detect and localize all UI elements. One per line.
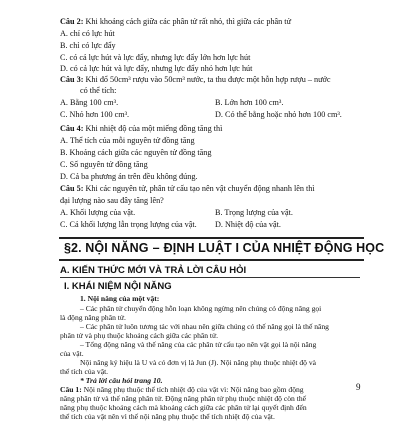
heading-underline xyxy=(60,277,360,278)
answer-1-line-2: năng phân tử và thế năng phân tử. Động năng phân tử phụ thuộc nhiệt độ còn thế xyxy=(60,394,307,403)
paragraph-1-line-1: – Các phân tử chuyển động hỗn loạn không ngừng nên chúng có động năng gọi xyxy=(80,304,322,313)
section-dash: – xyxy=(152,241,160,255)
paragraph-1-line-2: là động năng phân tử. xyxy=(60,313,126,322)
section-title xyxy=(64,240,385,256)
option-a: A. chỉ có lực hút xyxy=(60,29,115,38)
option-a: A. Khối lượng của vật. xyxy=(60,208,136,217)
question-label: Câu 4: xyxy=(60,124,84,133)
option-b: B. Khoảng cách giữa các nguyên tử đồng tăng xyxy=(60,148,212,157)
question-text: Khi nhiệt độ của một miếng đồng tăng thì xyxy=(85,124,223,133)
question-3 xyxy=(60,75,330,85)
heading-a: A. KIẾN THỨC MỚI VÀ TRẢ LỜI CÂU HỎI xyxy=(60,265,247,276)
option-c: C. có cả lực hút và lực đẩy, nhưng lực đẩy lớn hơn lực hút xyxy=(60,53,251,62)
paragraph-2-line-2: phân tử và phụ thuộc khoảng cách giữa các phân tử. xyxy=(60,331,219,340)
option-b: B. chỉ có lực đẩy xyxy=(60,41,116,50)
question-2 xyxy=(60,17,291,27)
answer-text: Nội năng phụ thuộc thể tích nhiệt độ của vật vì: Nội năng bao gồm động xyxy=(83,385,304,394)
section-name: ĐỊNH LUẬT I CỦA NHIỆT ĐỘNG HỌC xyxy=(163,241,385,255)
paragraph-3-line-2: của vật. xyxy=(60,349,84,358)
question-label: Câu 3: xyxy=(60,75,84,84)
paragraph-3-line-1: – Tổng động năng và thế năng của các phân tử cấu tạo nên vật gọi là nội năng xyxy=(80,340,317,349)
answer-1-line-1 xyxy=(60,385,304,394)
question-text: Khi các nguyên tử, phân tử cấu tạo nên vật chuyển động nhanh lên thì xyxy=(85,184,315,193)
question-text: Khi đổ 50cm³ rượu vào 50cm³ nước, ta thu được một hỗn hợp rượu – nước xyxy=(85,75,331,84)
question-text-cont: đại lượng nào sau đây tăng lên? xyxy=(60,196,164,205)
question-label: Câu 2: xyxy=(60,17,84,26)
page-number: 9 xyxy=(356,382,361,392)
option-a: A. Bằng 100 cm³. xyxy=(60,98,119,107)
question-text-cont: có thể tích: xyxy=(80,86,117,95)
answer-heading: * Trả lời câu hỏi trang 10. xyxy=(80,376,163,385)
option-b: B. Lớn hơn 100 cm³. xyxy=(215,98,284,107)
option-a: A. Thể tích của mỗi nguyên tử đồng tăng xyxy=(60,136,195,145)
question-5 xyxy=(60,184,315,194)
option-c: C. Nhỏ hơn 100 cm³. xyxy=(60,110,130,119)
option-d: D. có cả lực hút và lực đẩy, nhưng lực đẩy nhỏ hơn lực hút xyxy=(60,64,253,73)
heading-i: I. KHÁI NIỆM NỘI NĂNG xyxy=(64,281,172,292)
section-number: §2. NỘI NĂNG xyxy=(64,241,149,255)
option-d: D. Có thể bằng hoặc nhỏ hơn 100 cm³. xyxy=(215,110,342,119)
question-label: Câu 1: xyxy=(60,385,84,394)
question-4 xyxy=(60,124,222,134)
subheading-1: 1. Nội năng của một vật: xyxy=(80,294,160,303)
option-b: B. Trọng lượng của vật. xyxy=(215,208,293,217)
option-c: C. Cả khối lượng lẫn trọng lượng của vật. xyxy=(60,220,197,229)
option-c: C. Số nguyên tử đồng tăng xyxy=(60,160,148,169)
answer-1-line-3: năng phụ thuộc khoảng cách mà khoảng cách giữa các phân tử lại quyết định đến xyxy=(60,403,307,412)
answer-1-line-4: thể tích của vật nên vì thế nội năng phụ thuộc thể tích nhiệt độ của vật. xyxy=(60,412,275,421)
question-text: Khi khoảng cách giữa các phân tử rất nhỏ, thì giữa các phân tử xyxy=(85,17,292,26)
option-d: D. Nhiệt độ của vật. xyxy=(215,220,281,229)
option-d: D. Cả ba phương án trên đều không đúng. xyxy=(60,172,198,181)
paragraph-4-line-1: Nội năng ký hiệu là U và có đơn vị là Jun (J). Nội năng phụ thuộc nhiệt độ và xyxy=(80,358,317,367)
paragraph-4-line-2: thể tích của vật. xyxy=(60,367,109,376)
question-label: Câu 5: xyxy=(60,184,84,193)
paragraph-2-line-1: – Các phân tử luôn tương tác với nhau nên giữa chúng có thế năng gọi là thế năng xyxy=(80,322,329,331)
